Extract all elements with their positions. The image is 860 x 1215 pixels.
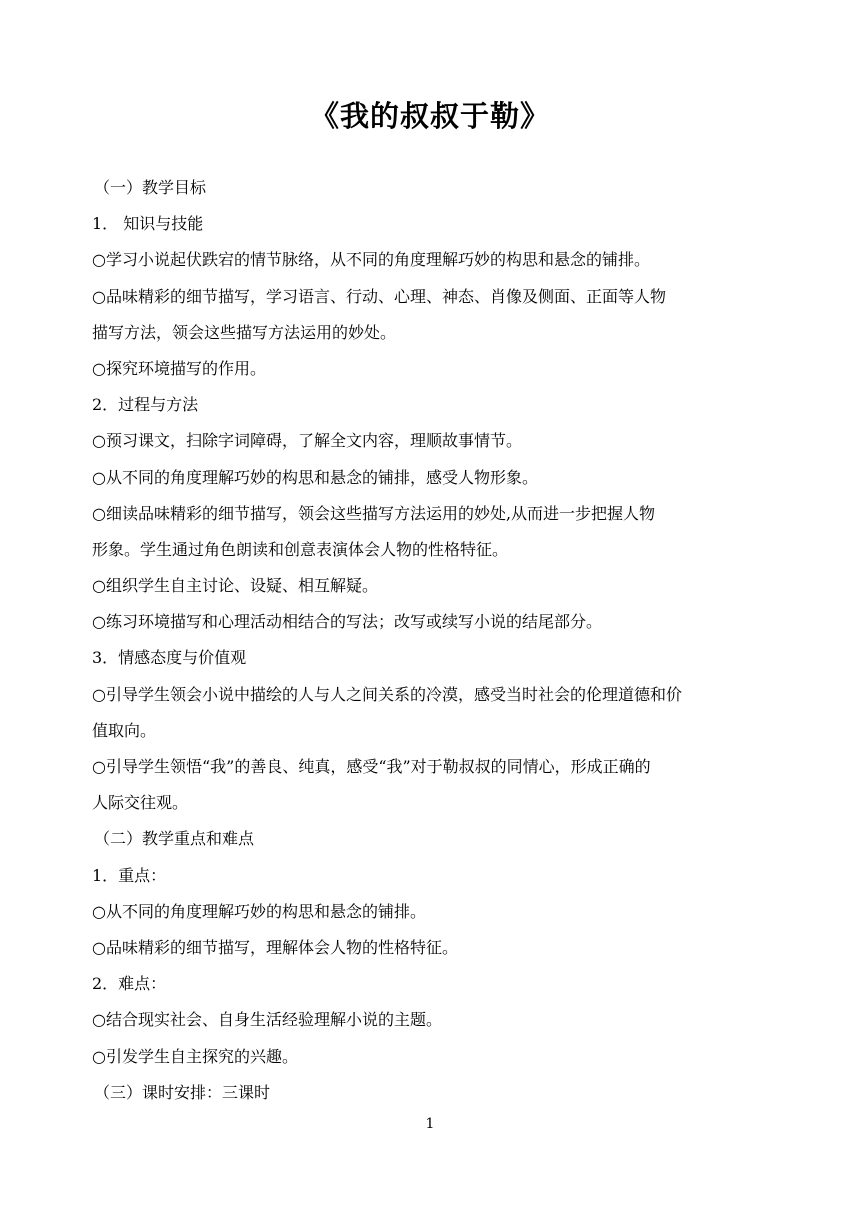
section-heading-key-points: （二）教学重点和难点 <box>94 829 255 849</box>
paragraph-line: ○引导学生领会小说中描绘的人与人之间关系的冷漠，感受当时社会的伦理道德和价 <box>92 684 682 704</box>
section-heading-schedule: （三）课时安排：三课时 <box>94 1082 271 1102</box>
subheading-process-methods: 2．过程与方法 <box>92 395 199 415</box>
paragraph-line: ○组织学生自主讨论、设疑、相互解疑。 <box>92 576 378 596</box>
page-number: 1 <box>425 1116 435 1132</box>
paragraph-line: ○练习环境描写和心理活动相结合的写法；改写或续写小说的结尾部分。 <box>92 612 602 632</box>
paragraph-line: 人际交往观。 <box>92 793 189 813</box>
paragraph-line: ○细读品味精彩的细节描写，领会这些描写方法运用的妙处,从而进一步把握人物 <box>92 503 656 523</box>
paragraph-line: ○从不同的角度理解巧妙的构思和悬念的铺排，感受人物形象。 <box>92 467 538 487</box>
paragraph-line: ○引发学生自主探究的兴趣。 <box>92 1046 298 1066</box>
subheading-emotion-values: 3．情感态度与价值观 <box>92 648 247 668</box>
paragraph-line: ○预习课文，扫除字词障碍，了解全文内容，理顺故事情节。 <box>92 431 522 451</box>
paragraph-line: 描写方法，领会这些描写方法运用的妙处。 <box>92 322 397 342</box>
subheading-knowledge-skills: 1． 知识与技能 <box>92 214 204 234</box>
paragraph-line: ○学习小说起伏跌宕的情节脉络，从不同的角度理解巧妙的构思和悬念的铺排。 <box>92 250 650 270</box>
paragraph-line: ○引导学生领悟“我”的善良、纯真，感受“我”对于勒叔叔的同情心，形成正确的 <box>92 757 651 776</box>
paragraph-line: ○从不同的角度理解巧妙的构思和悬念的铺排。 <box>92 901 426 921</box>
section-heading-objectives: （一）教学目标 <box>94 178 207 197</box>
paragraph-line: ○品味精彩的细节描写，学习语言、行动、心理、神态、肖像及侧面、正面等人物 <box>92 286 666 306</box>
paragraph-line: 形象。学生通过角色朗读和创意表演体会人物的性格特征。 <box>92 539 509 559</box>
paragraph-line: ○探究环境描写的作用。 <box>92 358 266 378</box>
subheading-key-points: 1．重点： <box>92 865 167 885</box>
paragraph-line: ○品味精彩的细节描写，理解体会人物的性格特征。 <box>92 937 458 957</box>
subheading-difficulties: 2．难点： <box>92 974 167 994</box>
paragraph-line: 值取向。 <box>92 720 157 740</box>
document-body <box>92 170 782 1111</box>
document-title: 《我的叔叔于勒》 <box>309 99 550 133</box>
paragraph-line: ○结合现实社会、自身生活经验理解小说的主题。 <box>92 1010 442 1030</box>
